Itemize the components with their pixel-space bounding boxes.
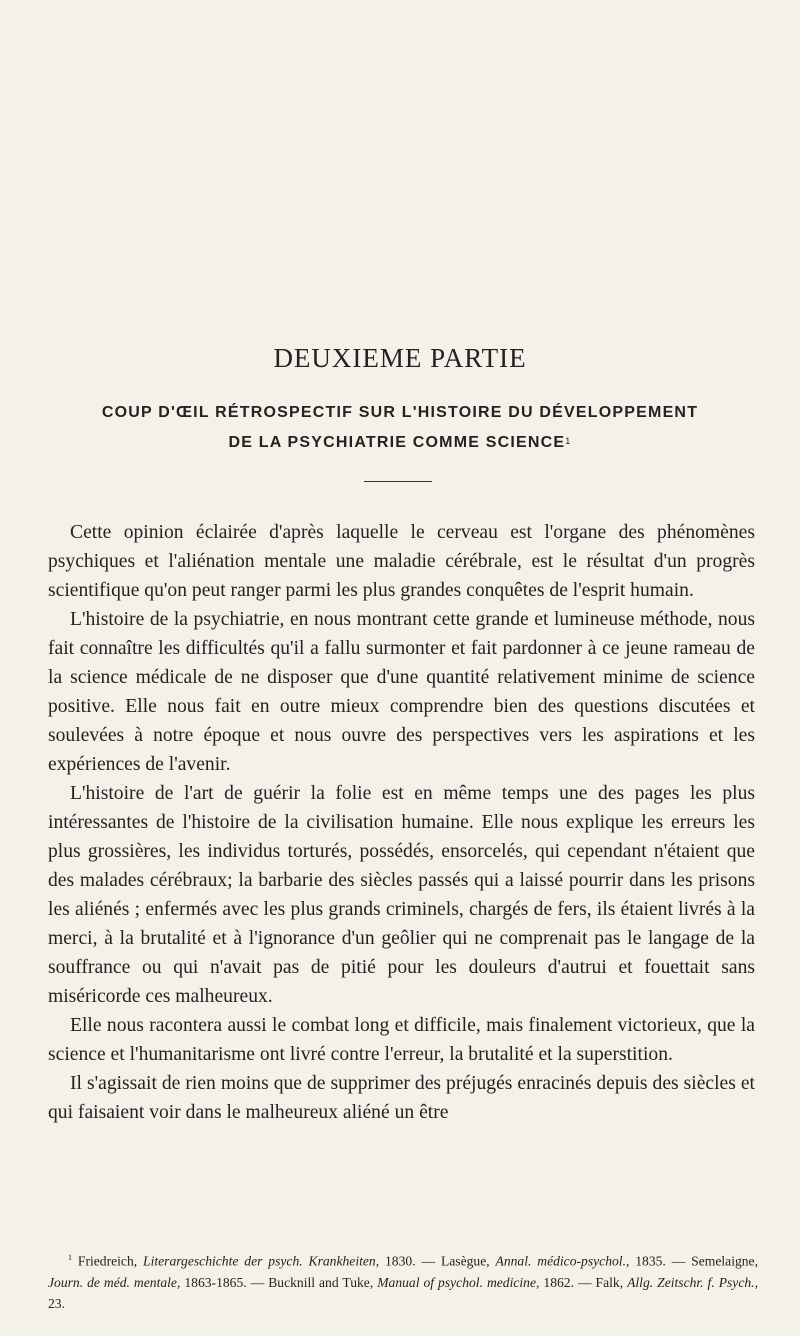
- footnote-reference: 1: [565, 436, 572, 446]
- footnote-part: , 1835. — Semelaigne,: [625, 1253, 758, 1269]
- footnote-part: Allg. Zeitschr. f. Psych.: [627, 1274, 755, 1290]
- paragraph: Cette opinion éclairée d'après laquelle le cerveau est l'organe des phénomènes psychiques et l'aliénation mentale une maladie cérébrale, est le résultat d'un progrès scientifique qu'on peut ranger parmi les plus grandes conquêtes de l'esprit humain.: [48, 522, 755, 601]
- paragraph: Elle nous racontera aussi le combat long et difficile, mais finalement victorieux, que la science et l'humanitarisme ont livré contre l'erreur, la brutalité et la superstition.: [48, 1015, 755, 1065]
- footnote: [48, 1247, 758, 1314]
- footnote-marker: 1: [68, 1253, 72, 1262]
- section-title: [40, 398, 760, 458]
- footnote-part: , 1863-1865. — Bucknill and Tuke,: [176, 1274, 378, 1290]
- footnote-part: Journ. de méd. mentale: [48, 1274, 177, 1290]
- paragraph: L'histoire de la psychiatrie, en nous montrant cette grande et lumineuse méthode, nous fait connaître les difficultés qu'il a fallu surmonter et fait pardonner à ce jeune rameau de la science médicale de ne disposer que d'une quantité relativement minime de science positive. Elle nous fait en outre mieux comprendre bien des questions discutées et soulevées à notre époque et nous ouvre des perspectives vers les aspirations et les expériences de l'avenir.: [48, 609, 755, 775]
- footnote-part: Manual of psychol. medicine: [377, 1274, 537, 1290]
- section-title-line-2: DE LA PSYCHIATRIE COMME SCIENCE: [228, 434, 566, 451]
- footnote-part: , 23.: [48, 1274, 758, 1311]
- footnote-part: , 1830. — Lasègue,: [375, 1253, 496, 1269]
- footnote-part: Annal. médico-psychol.: [495, 1253, 626, 1269]
- body-text: [48, 518, 755, 1127]
- part-title: DEUXIEME PARTIE: [273, 343, 527, 373]
- footnote-part: Friedreich,: [77, 1253, 144, 1269]
- paragraph: L'histoire de l'art de guérir la folie est en même temps une des pages les plus intéressantes de l'histoire de la civilisation humaine. Elle nous explique les erreurs les plus grossières, les individus torturés, possédés, ensorcelés, qui cependant n'étaient que des malades cérébraux; la barbarie des siècles passés qui a laissé pourrir dans les prisons les aliénés ; enfermés avec les plus grands criminels, chargés de fers, ils étaient livrés à la merci, à la brutalité et à l'ignorance d'un geôlier qui ne comprenait pas le langage de la souffrance ou qui n'avait pas de pitié pour les douleurs d'autrui et fouettait sans miséricorde ces malheureux.: [48, 783, 755, 1007]
- title-divider: [364, 481, 432, 482]
- footnote-text: [48, 1254, 758, 1311]
- footnote-part: Literargeschichte der psych. Krankheiten: [143, 1253, 376, 1269]
- footnote-part: , 1862. — Falk,: [536, 1274, 628, 1290]
- section-title-line-1: COUP D'ŒIL RÉTROSPECTIF SUR L'HISTOIRE DU DÉVELOPPEMENT: [101, 404, 699, 421]
- paragraph: Il s'agissait de rien moins que de supprimer des préjugés enracinés depuis des siècles et qui faisaient voir dans le malheureux aliéné un être: [48, 1073, 755, 1123]
